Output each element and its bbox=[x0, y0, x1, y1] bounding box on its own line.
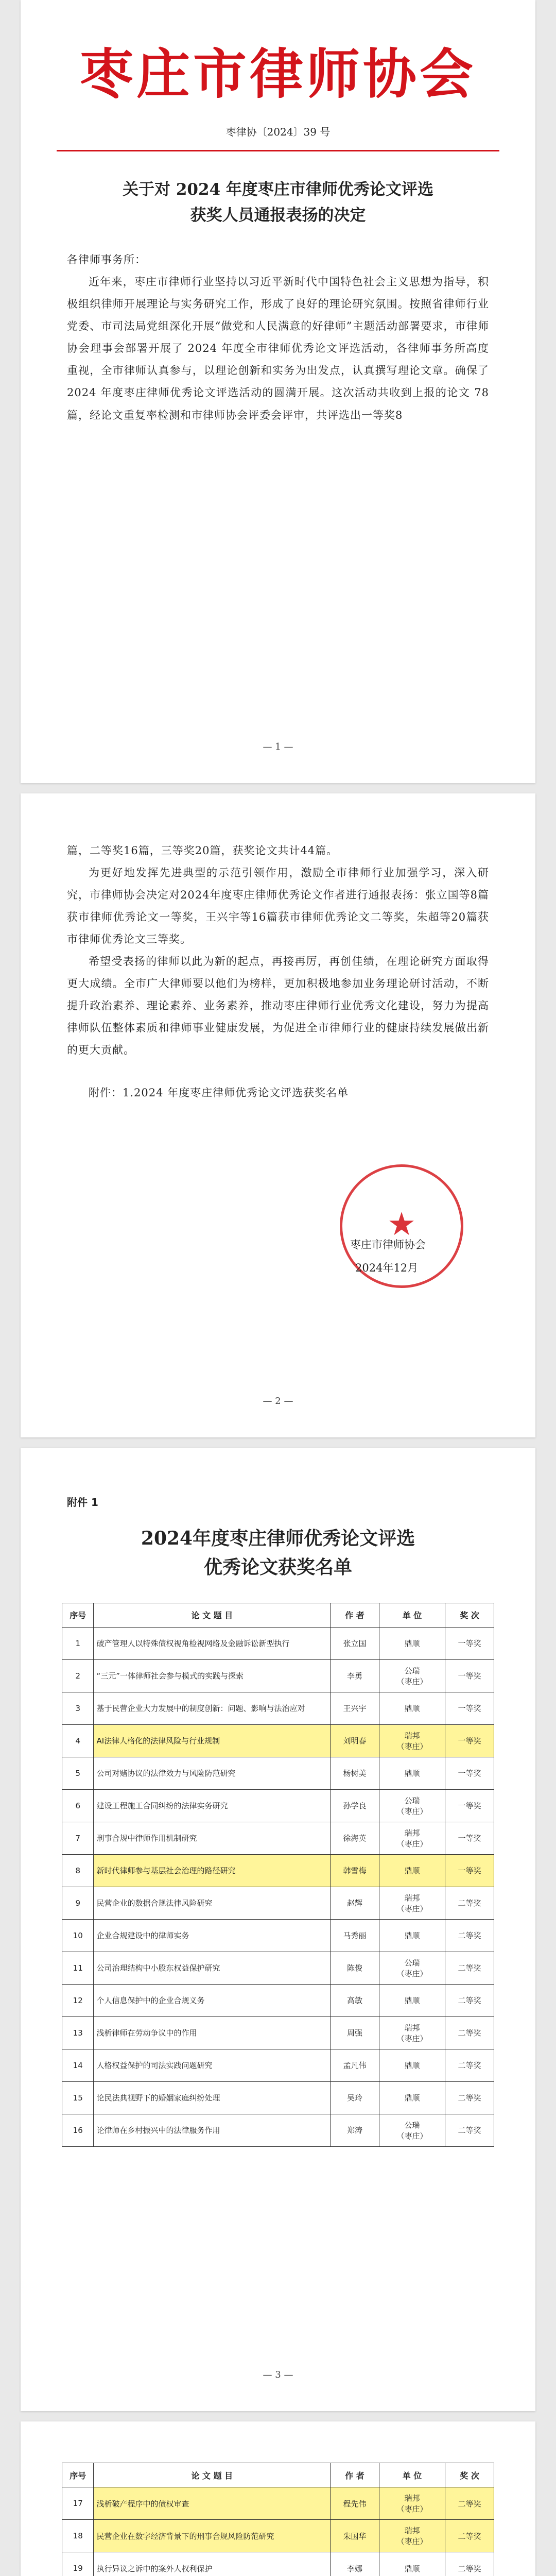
cell-number: 1 bbox=[62, 1627, 94, 1659]
cell-prize: 一等奖 bbox=[445, 1692, 494, 1724]
cell-prize: 二等奖 bbox=[445, 2114, 494, 2146]
award-table-part-1 bbox=[62, 1603, 494, 2147]
cell-unit: 鼎顺 bbox=[379, 1692, 445, 1724]
table-header-row bbox=[62, 1603, 494, 1627]
cell-number: 15 bbox=[62, 2081, 94, 2114]
red-divider bbox=[57, 150, 499, 151]
col-header-prize: 奖 次 bbox=[445, 2463, 494, 2487]
cell-number: 12 bbox=[62, 1984, 94, 2016]
cell-unit: 鼎顺 bbox=[379, 1627, 445, 1659]
table-row bbox=[62, 2114, 494, 2146]
signing-date: 2024年12月 bbox=[355, 1262, 419, 1274]
table-title bbox=[21, 1524, 535, 1582]
cell-number: 2 bbox=[62, 1659, 94, 1692]
cell-prize: 二等奖 bbox=[445, 1919, 494, 1952]
cell-unit: 瑞邦 （枣庄） bbox=[379, 1887, 445, 1919]
cell-prize: 二等奖 bbox=[445, 2049, 494, 2081]
page-number: — 2 — bbox=[263, 1396, 293, 1406]
cell-number: 18 bbox=[62, 2520, 94, 2552]
col-header-author: 作 者 bbox=[331, 1603, 379, 1627]
cell-prize: 二等奖 bbox=[445, 1984, 494, 2016]
cell-author: 程先伟 bbox=[331, 2487, 379, 2520]
cell-number: 6 bbox=[62, 1789, 94, 1822]
cell-author: 徐海英 bbox=[331, 1822, 379, 1854]
col-header-title: 论 文 题 目 bbox=[94, 2463, 331, 2487]
cell-author: 陈俊 bbox=[331, 1952, 379, 1984]
table-row bbox=[62, 1627, 494, 1659]
cell-author: 刘明春 bbox=[331, 1724, 379, 1757]
notice-title bbox=[21, 177, 535, 228]
col-header-author: 作 者 bbox=[331, 2463, 379, 2487]
cell-title: 公司治理结构中小股东权益保护研究 bbox=[94, 1952, 331, 1984]
body-paragraph-4: 希望受表扬的律师以此为新的起点，再接再厉，再创佳绩，在理论研究方面取得更大成绩。全市广大律师要以他们为榜样，更加积极地参加业务理论研讨活动，不断提升政治素养、理论素养、业务素养，推动枣庄律师行业优秀文化建设，努力为提高律师队伍整体素质和律师事业健康发展，为促进全市律师行业的健康持续发展做出新的更大贡献。 bbox=[67, 955, 489, 1057]
cell-title: 新时代律师参与基层社会治理的路径研究 bbox=[94, 1854, 331, 1887]
cell-author: 高敏 bbox=[331, 1984, 379, 2016]
table-row bbox=[62, 1984, 494, 2016]
cell-author: 杨树美 bbox=[331, 1757, 379, 1789]
cell-title: 人格权益保护的司法实践问题研究 bbox=[94, 2049, 331, 2081]
cell-title: 公司对赌协议的法律效力与风险防范研究 bbox=[94, 1757, 331, 1789]
cell-prize: 一等奖 bbox=[445, 1724, 494, 1757]
cell-unit: 鼎顺 bbox=[379, 1919, 445, 1952]
body-paragraph-1: 近年来，枣庄市律师行业坚持以习近平新时代中国特色社会主义思想为指导，积极组织律师开展理论与实务研究工作，形成了良好的理论研究氛围。按照省律师行业党委、市司法局党组深化开展“做党和人民满意的好律师”主题活动部署要求，市律师协会理事会部署开展了 2024 年度全市律师优秀论文评选活动，各律师事务所高度重视，全市律师认真参与，以理论创新和实务为出发点，认真撰写理论文章。确保了 2024 年度枣庄律师优秀论文评选活动的圆满开展。这次活动共收到上报的论文 78 篇，经论文重复率检测和市律师协会评委会评审，共评选出一等奖8 bbox=[67, 276, 489, 421]
table-row bbox=[62, 2081, 494, 2114]
cell-unit: 鼎顺 bbox=[379, 2081, 445, 2114]
cell-title: 企业合规建设中的律师实务 bbox=[94, 1919, 331, 1952]
table-row bbox=[62, 2520, 494, 2552]
cell-number: 14 bbox=[62, 2049, 94, 2081]
table-row bbox=[62, 2049, 494, 2081]
cell-unit: 鼎顺 bbox=[379, 1757, 445, 1789]
table-title-line2: 优秀论文获奖名单 bbox=[203, 1556, 352, 1578]
col-header-prize: 奖 次 bbox=[445, 1603, 494, 1627]
cell-title: 浅析破产程序中的债权审查 bbox=[94, 2487, 331, 2520]
cell-unit: 公瑞 （枣庄） bbox=[379, 1659, 445, 1692]
cell-unit: 瑞邦 （枣庄） bbox=[379, 2520, 445, 2552]
cell-prize: 二等奖 bbox=[445, 2487, 494, 2520]
cell-prize: 一等奖 bbox=[445, 1627, 494, 1659]
cell-unit: 公瑞 （枣庄） bbox=[379, 1789, 445, 1822]
cell-author: 吴玲 bbox=[331, 2081, 379, 2114]
cell-unit: 瑞邦 （枣庄） bbox=[379, 2016, 445, 2049]
cell-prize: 二等奖 bbox=[445, 2081, 494, 2114]
cell-title: 刑事合规中律师作用机制研究 bbox=[94, 1822, 331, 1854]
document-page-1 bbox=[21, 0, 535, 783]
cell-author: 赵辉 bbox=[331, 1887, 379, 1919]
cell-prize: 一等奖 bbox=[445, 1789, 494, 1822]
table-title-line1: 2024年度枣庄律师优秀论文评选 bbox=[141, 1528, 415, 1549]
col-header-title: 论 文 题 目 bbox=[94, 1603, 331, 1627]
cell-prize: 二等奖 bbox=[445, 2552, 494, 2576]
cell-prize: 二等奖 bbox=[445, 2520, 494, 2552]
cell-prize: 二等奖 bbox=[445, 1887, 494, 1919]
table-row bbox=[62, 2552, 494, 2576]
cell-prize: 二等奖 bbox=[445, 1952, 494, 1984]
notice-title-line1: 关于对 2024 年度枣庄市律师优秀论文评选 bbox=[123, 180, 433, 199]
attachment-note: 附件：1.2024 年度枣庄律师优秀论文评选获奖名单 bbox=[89, 1087, 349, 1099]
cell-author: 李娜 bbox=[331, 2552, 379, 2576]
cell-title: 建设工程施工合同纠纷的法律实务研究 bbox=[94, 1789, 331, 1822]
cell-unit: 瑞邦 （枣庄） bbox=[379, 1724, 445, 1757]
cell-prize: 一等奖 bbox=[445, 1854, 494, 1887]
body-paragraph-3: 为更好地发挥先进典型的示范引领作用，激励全市律师行业加强学习，深入研究，市律师协会决定对2024年度枣庄律师优秀论文作者进行通报表扬：张立国等8篇获市律师优秀论文一等奖，王兴宇等16篇获市律师优秀论文二等奖，朱超等20篇获市律师优秀论文三等奖。 bbox=[67, 867, 489, 946]
salutation: 各律师事务所： bbox=[67, 253, 146, 266]
cell-title: 基于民营企业大力发展中的制度创新：问题、影响与法治应对 bbox=[94, 1692, 331, 1724]
cell-title: 个人信息保护中的企业合规义务 bbox=[94, 1984, 331, 2016]
cell-number: 4 bbox=[62, 1724, 94, 1757]
cell-author: 韩雪梅 bbox=[331, 1854, 379, 1887]
body-paragraph-2: 篇，二等奖16篇，三等奖20篇，获奖论文共计44篇。 bbox=[67, 844, 338, 857]
cell-number: 16 bbox=[62, 2114, 94, 2146]
cell-number: 11 bbox=[62, 1952, 94, 1984]
cell-number: 3 bbox=[62, 1692, 94, 1724]
cell-number: 19 bbox=[62, 2552, 94, 2576]
page-number: — 1 — bbox=[263, 741, 293, 752]
cell-number: 5 bbox=[62, 1757, 94, 1789]
cell-unit: 瑞邦 （枣庄） bbox=[379, 2487, 445, 2520]
cell-title: 论律师在乡村振兴中的法律服务作用 bbox=[94, 2114, 331, 2146]
cell-title: 浅析律师在劳动争议中的作用 bbox=[94, 2016, 331, 2049]
cell-number: 17 bbox=[62, 2487, 94, 2520]
seal-star-icon: ★ bbox=[387, 1205, 416, 1243]
doc-number: 枣律协〔2024〕39 号 bbox=[225, 126, 331, 138]
cell-title: 民营企业在数字经济背景下的刑事合规风险防范研究 bbox=[94, 2520, 331, 2552]
notice-title-line2: 获奖人员通报表扬的决定 bbox=[190, 206, 366, 225]
table-header-row bbox=[62, 2463, 494, 2487]
cell-author: 朱国华 bbox=[331, 2520, 379, 2552]
cell-title: 民营企业的数据合规法律风险研究 bbox=[94, 1887, 331, 1919]
award-table-part-2 bbox=[62, 2463, 494, 2576]
cell-prize: 二等奖 bbox=[445, 2016, 494, 2049]
cell-unit: 公瑞 （枣庄） bbox=[379, 2114, 445, 2146]
cell-number: 9 bbox=[62, 1887, 94, 1919]
cell-author: 郑涛 bbox=[331, 2114, 379, 2146]
col-header-number: 序号 bbox=[62, 1603, 94, 1627]
cell-author: 马秀丽 bbox=[331, 1919, 379, 1952]
cell-unit: 鼎顺 bbox=[379, 1854, 445, 1887]
signing-organization: 枣庄市律师协会 bbox=[350, 1239, 426, 1251]
table-row bbox=[62, 2016, 494, 2049]
cell-number: 10 bbox=[62, 1919, 94, 1952]
cell-author: 孙学良 bbox=[331, 1789, 379, 1822]
cell-unit: 鼎顺 bbox=[379, 2552, 445, 2576]
table-row bbox=[62, 1822, 494, 1854]
cell-prize: 一等奖 bbox=[445, 1822, 494, 1854]
cell-unit: 瑞邦 （枣庄） bbox=[379, 1822, 445, 1854]
table-row bbox=[62, 2487, 494, 2520]
cell-prize: 一等奖 bbox=[445, 1659, 494, 1692]
document-page-2 bbox=[21, 793, 535, 1437]
table-row bbox=[62, 1854, 494, 1887]
cell-number: 7 bbox=[62, 1822, 94, 1854]
page-number: — 3 — bbox=[263, 2369, 293, 2380]
col-header-unit: 单 位 bbox=[379, 2463, 445, 2487]
cell-title: AI法律人格化的法律风险与行业规制 bbox=[94, 1724, 331, 1757]
cell-number: 13 bbox=[62, 2016, 94, 2049]
attachment-label: 附件 1 bbox=[67, 1496, 98, 1509]
cell-unit: 鼎顺 bbox=[379, 1984, 445, 2016]
table-row bbox=[62, 1952, 494, 1984]
cell-prize: 一等奖 bbox=[445, 1757, 494, 1789]
org-title: 枣庄市律师协会 bbox=[79, 43, 476, 106]
table-row bbox=[62, 1692, 494, 1724]
cell-title: 论民法典视野下的婚姻家庭纠纷处理 bbox=[94, 2081, 331, 2114]
col-header-number: 序号 bbox=[62, 2463, 94, 2487]
table-row bbox=[62, 1659, 494, 1692]
cell-author: 李勇 bbox=[331, 1659, 379, 1692]
table-row bbox=[62, 1919, 494, 1952]
cell-title: 执行异议之诉中的案外人权利保护 bbox=[94, 2552, 331, 2576]
col-header-unit: 单 位 bbox=[379, 1603, 445, 1627]
table-row bbox=[62, 1724, 494, 1757]
document-page-3 bbox=[21, 1448, 535, 2411]
document-page-4 bbox=[21, 2421, 535, 2576]
table-row bbox=[62, 1887, 494, 1919]
cell-title: 破产管理人以特殊债权视角检视网络及金融诉讼新型执行 bbox=[94, 1627, 331, 1659]
cell-title: “三元”一体律师社会参与模式的实践与探索 bbox=[94, 1659, 331, 1692]
cell-author: 张立国 bbox=[331, 1627, 379, 1659]
table-row bbox=[62, 1757, 494, 1789]
cell-author: 周强 bbox=[331, 2016, 379, 2049]
cell-unit: 公瑞 （枣庄） bbox=[379, 1952, 445, 1984]
cell-number: 8 bbox=[62, 1854, 94, 1887]
cell-author: 孟凡伟 bbox=[331, 2049, 379, 2081]
table-row bbox=[62, 1789, 494, 1822]
cell-author: 王兴宇 bbox=[331, 1692, 379, 1724]
cell-unit: 鼎顺 bbox=[379, 2049, 445, 2081]
